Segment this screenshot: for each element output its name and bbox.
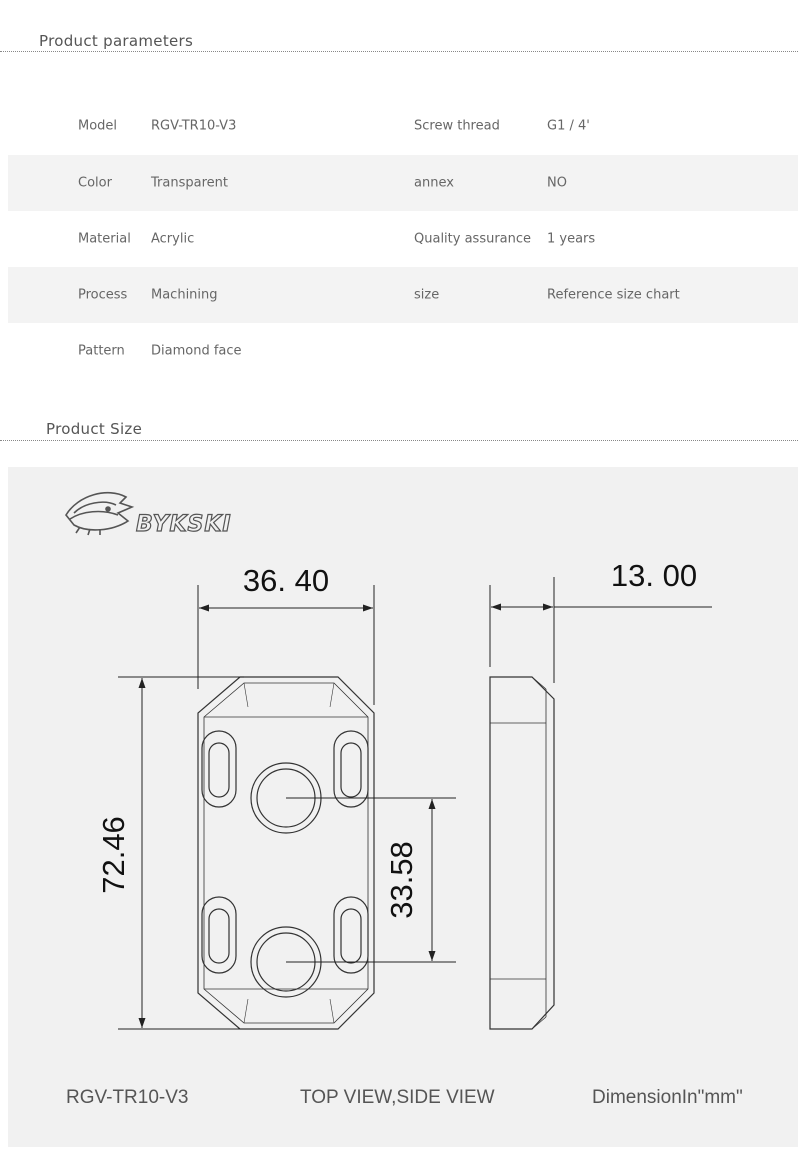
- param-label: annex: [414, 175, 454, 191]
- height-dimension-label: 72.46: [96, 816, 131, 894]
- caption-unit: DimensionIn"mm": [592, 1087, 743, 1108]
- param-label: Process: [78, 287, 128, 303]
- mounting-slot: [202, 897, 236, 973]
- param-value: G1 / 4': [547, 118, 590, 134]
- param-label: Quality assurance: [414, 231, 532, 247]
- top-view-outline: [198, 677, 374, 1029]
- param-row-color: [8, 155, 798, 211]
- param-label: Model: [78, 118, 118, 134]
- dimension-drawing-panel: [8, 467, 798, 1147]
- param-value: Reference size chart: [547, 287, 680, 303]
- top-view: [198, 677, 374, 1029]
- height-dimension: [118, 677, 244, 1029]
- side-view: [490, 677, 554, 1029]
- product-parameters-title: Product parameters: [0, 32, 798, 52]
- caption-model: RGV-TR10-V3: [66, 1087, 189, 1108]
- bykski-logo: [66, 493, 232, 537]
- param-row-material: [8, 211, 798, 267]
- param-label: size: [414, 287, 440, 303]
- param-row-model: [8, 98, 798, 154]
- param-value: RGV-TR10-V3: [151, 118, 237, 134]
- param-value: Transparent: [151, 175, 228, 191]
- param-value: 1 years: [547, 231, 596, 247]
- dragon-emblem-icon: [66, 493, 132, 535]
- width-dimension-label: 36. 40: [242, 563, 330, 598]
- port-spacing-dimension-label: 33.58: [384, 841, 419, 919]
- caption-views: TOP VIEW,SIDE VIEW: [300, 1087, 495, 1108]
- param-label: Screw thread: [414, 118, 500, 134]
- param-row-pattern: [8, 323, 798, 379]
- param-label: Pattern: [78, 343, 125, 359]
- param-value: Diamond face: [151, 343, 242, 359]
- param-value: Machining: [151, 287, 218, 303]
- mounting-slot: [202, 731, 236, 807]
- param-value: NO: [547, 175, 567, 191]
- param-label: Material: [78, 231, 131, 247]
- product-size-title: Product Size: [0, 420, 798, 441]
- brand-name: BYKSKI: [136, 512, 232, 537]
- technical-drawing: [8, 467, 798, 1147]
- side-view-outline: [490, 677, 554, 1029]
- thickness-dimension-label: 13. 00: [610, 558, 698, 593]
- mounting-slot: [334, 731, 368, 807]
- param-row-process: [8, 267, 798, 323]
- param-value: Acrylic: [151, 231, 195, 247]
- param-label: Color: [78, 175, 112, 191]
